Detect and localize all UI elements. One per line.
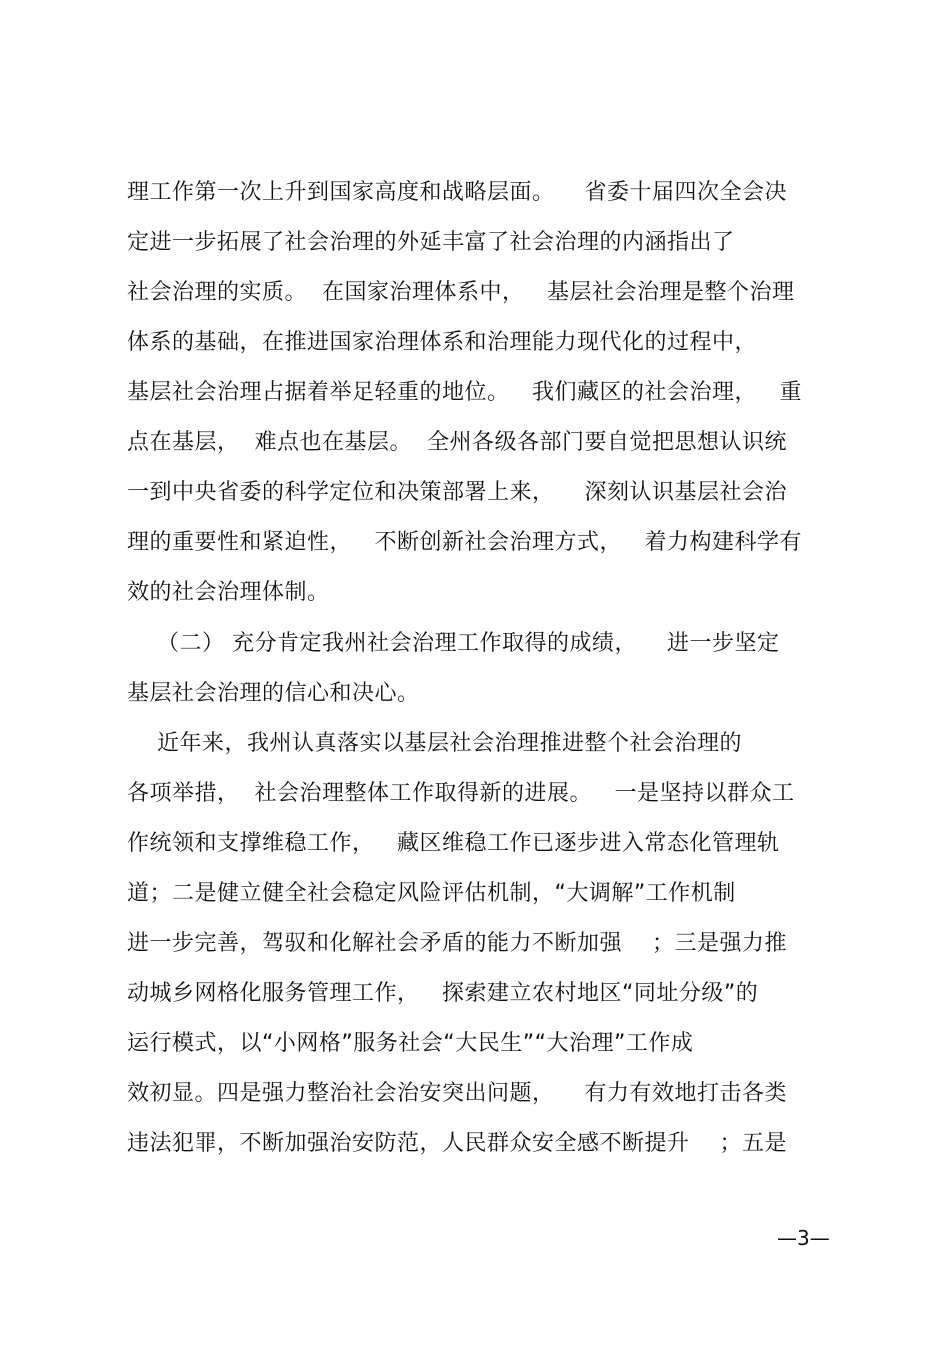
body-text-line: 社会治理的实质。 在国家治理体系中， 基层社会治理是整个治理: [127, 280, 795, 305]
body-text-line: 动城乡网格化服务管理工作， 探索建立农村地区“同址分级”的: [127, 981, 759, 1006]
body-text-line: 运行模式，以“小网格”服务社会“大民生”“大治理”工作成: [127, 1031, 694, 1056]
page-number: —3—: [777, 1226, 830, 1250]
section-heading: （二） 充分肯定我州社会治理工作取得的成绩， 进一步坚定: [127, 631, 780, 656]
body-text-line: 道；二是健立健全社会稳定风险评估机制，“大调解”工作机制: [127, 881, 736, 906]
body-text-line: 基层社会治理占据着举足轻重的地位。 我们藏区的社会治理， 重: [127, 380, 802, 405]
body-text-line: 违法犯罪，不断加强治安防范，人民群众安全感不断提升 ；五是: [127, 1131, 787, 1156]
body-text-line: 点在基层， 难点也在基层。 全州各级各部门要自觉把思想认识统: [127, 430, 787, 455]
body-text-line: 作统领和支撑维稳工作， 藏区维稳工作已逐步进入常态化管理轨: [127, 831, 780, 856]
body-text-line: 定进一步拓展了社会治理的外延丰富了社会治理的内涵指出了: [127, 230, 735, 255]
body-text-line: 体系的基础，在推进国家治理体系和治理能力现代化的过程中，: [127, 330, 758, 355]
section-heading-continued: 基层社会治理的信心和决心。: [127, 681, 420, 706]
body-text-line: 理的重要性和紧迫性， 不断创新社会治理方式， 着力构建科学有: [127, 530, 802, 555]
body-text-line: 一到中央省委的科学定位和决策部署上来， 深刻认识基层社会治: [127, 480, 787, 505]
body-text-line: 各项举措， 社会治理整体工作取得新的进展。 一是坚持以群众工: [127, 781, 795, 806]
body-text-line: 效的社会治理体制。: [127, 580, 330, 605]
body-text-line: 效初显。四是强力整治社会治安突出问题， 有力有效地打击各类: [127, 1081, 787, 1106]
body-text-line: 理工作第一次上升到国家高度和战略层面。 省委十届四次全会决: [127, 180, 787, 205]
body-text-line: 近年来，我州认真落实以基层社会治理推进整个社会治理的: [127, 731, 742, 756]
body-text-line: 进一步完善，驾驭和化解社会矛盾的能力不断加强 ；三是强力推: [127, 931, 787, 956]
